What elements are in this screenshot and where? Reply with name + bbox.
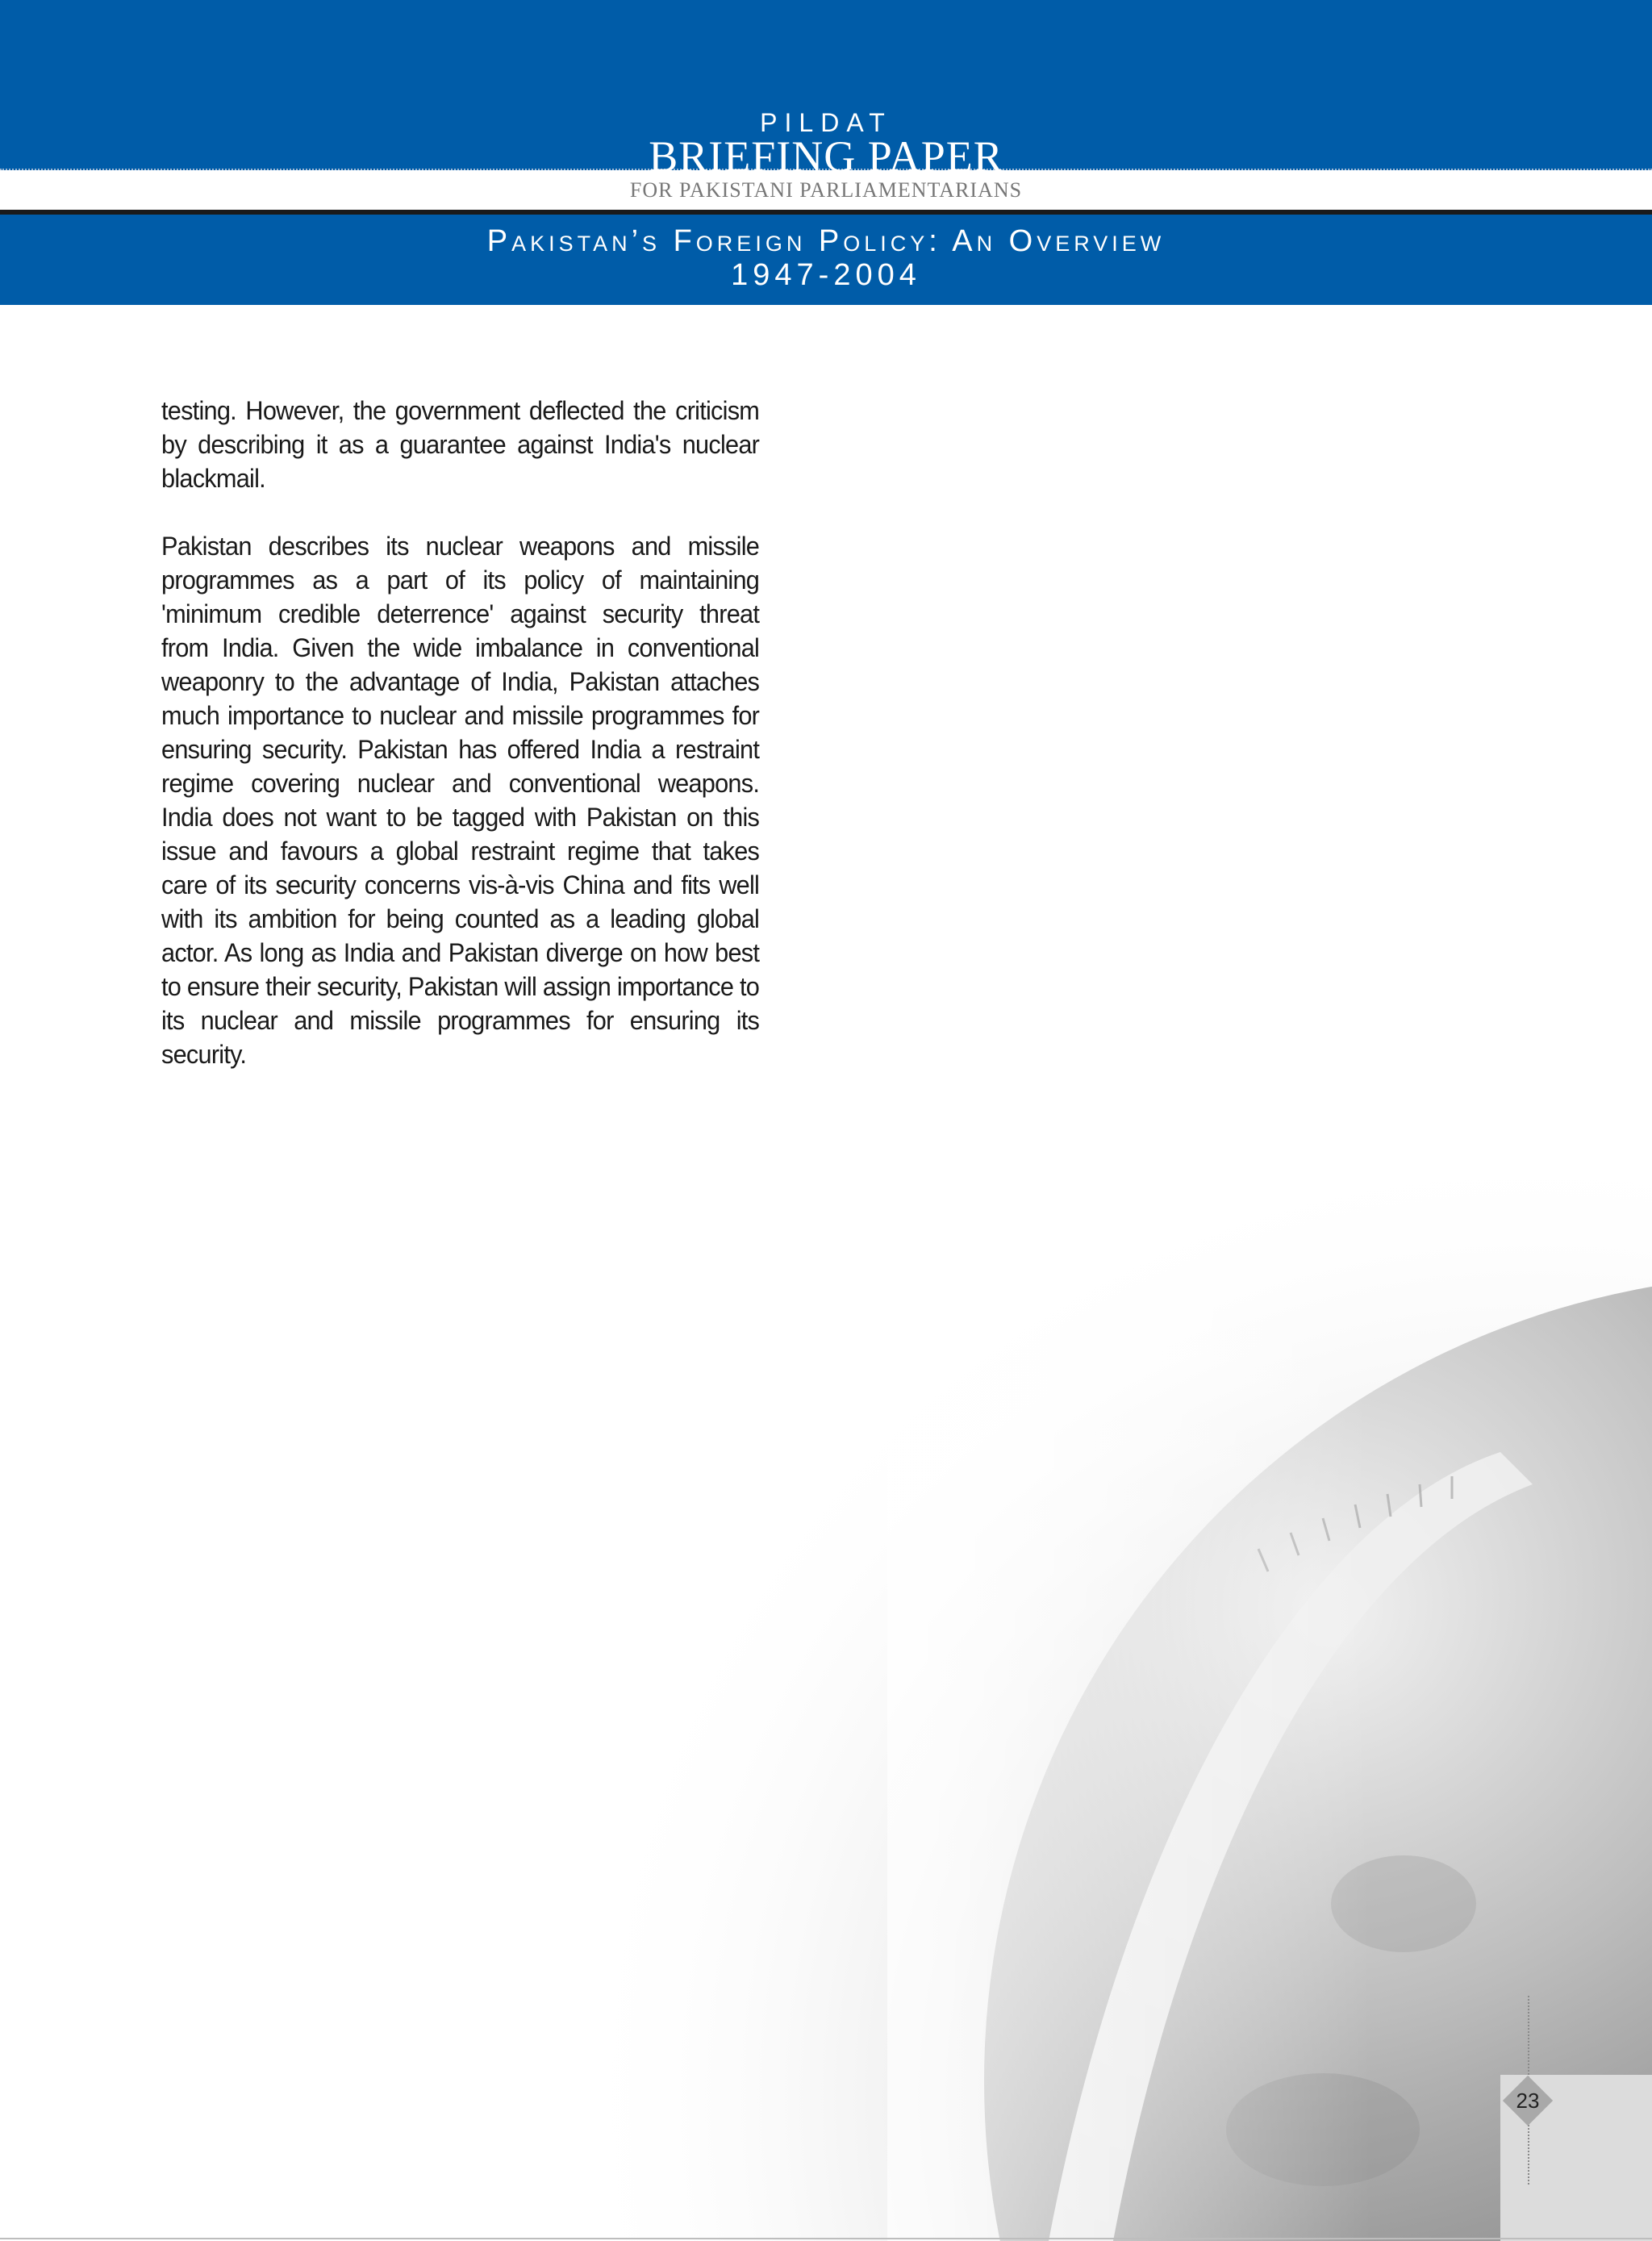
paragraph: testing. However, the government deflected the criticism by describing it as a guarantee against India's nuclear blackmail. (161, 396, 760, 493)
body-text (161, 394, 759, 1105)
bottom-rule (0, 2238, 1652, 2239)
page-number: 23 (1516, 2089, 1540, 2113)
document-title: Pakistan’s Foreign Policy: An Overview (486, 224, 1166, 258)
org-name: PILDAT (760, 108, 892, 137)
document-years: 1947-2004 (731, 258, 921, 292)
paragraph: Pakistan describes its nuclear weapons and missile programmes as a part of its policy of maintaining 'minimum credible deterrence' against security threat from India. Given the wide imbalance in conventional weaponry to the advantage of India, Pakistan attaches much importance to nuclear and missile programmes for ensuring security. Pakistan has offered India a restraint regime covering nuclear and conventional weapons. India does not want to be tagged with Pakistan on this issue and favours a global restraint regime that takes care of its security concerns vis-à-vis China and fits well with its ambition for being counted as a leading global actor. As long as India and Pakistan diverge on how best to ensure their security, Pakistan will assign importance to its nuclear and missile programmes for ensuring its security. (161, 532, 760, 1069)
audience-subtitle: FOR PAKISTANI PARLIAMENTARIANS (629, 178, 1023, 202)
series-title: BRIEFING PAPER (649, 132, 1003, 172)
